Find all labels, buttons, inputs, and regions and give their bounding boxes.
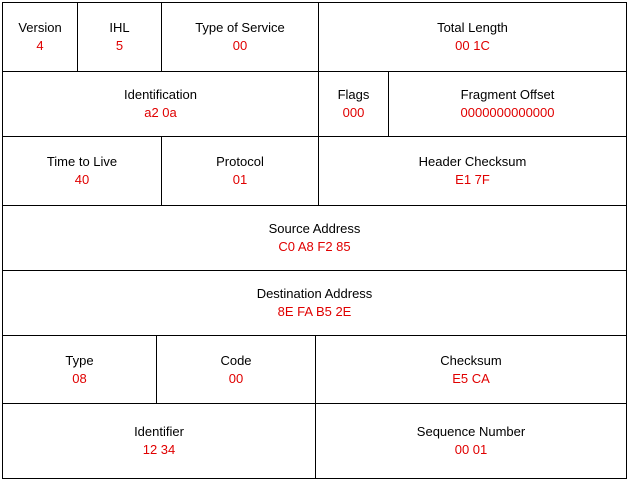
- total-length-cell: [318, 2, 627, 72]
- type-of-service-label: Type of Service: [195, 20, 285, 35]
- total-length-label: Total Length: [437, 20, 508, 35]
- source-address-label: Source Address: [268, 221, 361, 236]
- header-checksum-cell: [318, 136, 627, 206]
- icmp-code-label: Code: [220, 352, 252, 368]
- flags-cell: [318, 71, 389, 137]
- identification-label: Identification: [124, 87, 197, 102]
- header-checksum-value: E1 7F: [455, 172, 490, 187]
- ttl-value: 40: [74, 172, 90, 187]
- icmp-sequence-number-value: 00 01: [454, 442, 488, 457]
- icmp-sequence-number-label: Sequence Number: [416, 424, 526, 439]
- version-cell: [2, 2, 78, 72]
- icmp-sequence-number-cell: [315, 403, 627, 479]
- header-checksum-label: Header Checksum: [418, 154, 527, 169]
- icmp-identifier-cell: [2, 403, 316, 479]
- flags-value: 000: [342, 105, 365, 120]
- icmp-identifier-value: 12 34: [142, 442, 176, 457]
- type-of-service-value: 00: [232, 38, 248, 53]
- destination-address-value: 8E FA B5 2E: [277, 304, 352, 319]
- icmp-type-cell: [2, 335, 157, 404]
- flags-label: Flags: [337, 87, 370, 102]
- icmp-code-value: 00: [228, 370, 244, 386]
- protocol-label: Protocol: [216, 154, 264, 169]
- icmp-identifier-label: Identifier: [134, 424, 184, 439]
- icmp-checksum-cell: [315, 335, 627, 404]
- ihl-cell: [77, 2, 162, 72]
- type-of-service-cell: [161, 2, 319, 72]
- source-address-cell: [2, 205, 627, 271]
- icmp-type-label: Type: [65, 352, 94, 368]
- source-address-value: C0 A8 F2 85: [278, 239, 351, 254]
- version-value: 4: [36, 38, 44, 53]
- fragment-offset-cell: [388, 71, 627, 137]
- identification-value: a2 0a: [144, 105, 177, 120]
- fragment-offset-value: 0000000000000: [460, 105, 555, 120]
- icmp-code-cell: [156, 335, 316, 404]
- icmp-checksum-label: Checksum: [440, 352, 502, 368]
- ttl-cell: [2, 136, 162, 206]
- total-length-value: 00 1C: [455, 38, 490, 53]
- protocol-value: 01: [232, 172, 248, 187]
- icmp-type-value: 08: [72, 370, 87, 386]
- protocol-cell: [161, 136, 319, 206]
- destination-address-label: Destination Address: [256, 286, 373, 301]
- ihl-label: IHL: [109, 20, 130, 35]
- version-label: Version: [18, 20, 62, 35]
- fragment-offset-label: Fragment Offset: [460, 87, 555, 102]
- ttl-label: Time to Live: [46, 154, 118, 169]
- ihl-value: 5: [115, 38, 124, 53]
- identification-cell: [2, 71, 319, 137]
- destination-address-cell: [2, 270, 627, 336]
- icmp-checksum-value: E5 CA: [452, 370, 490, 386]
